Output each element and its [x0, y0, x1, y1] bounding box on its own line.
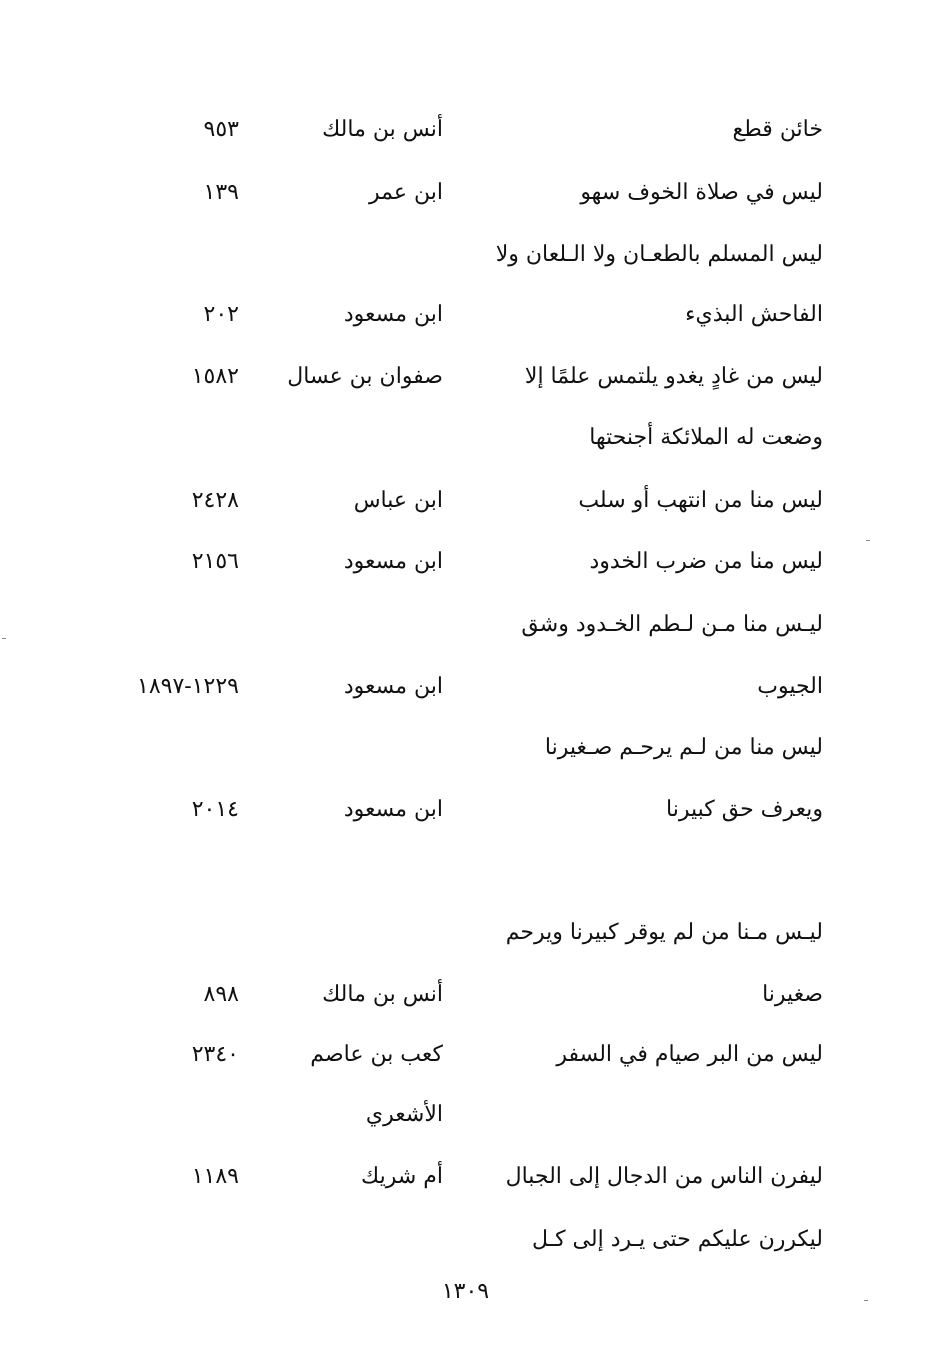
index-entry: [0, 423, 931, 473]
index-entry: [0, 795, 931, 845]
index-entry: [0, 1040, 931, 1090]
index-entry: [0, 240, 931, 290]
index-entry: [0, 300, 931, 350]
narrator-name: كعب بن عاصم: [310, 1042, 443, 1067]
scan-edge-mark: [866, 540, 870, 541]
narrator-name: أنس بن مالك: [322, 117, 443, 142]
hadith-text: الفاحش البذيء: [685, 302, 823, 327]
index-entry: [0, 486, 931, 536]
hadith-text: ويعرف حق كبيرنا: [666, 797, 823, 822]
narrator-name: ابن عباس: [353, 488, 443, 513]
index-entry: [0, 178, 931, 228]
index-entry: [0, 547, 931, 597]
hadith-text: صغيرنا: [762, 982, 823, 1007]
index-entry: [0, 1225, 931, 1275]
narrator-name: ابن عمر: [369, 180, 443, 205]
hadith-text: خائن قطع: [732, 117, 823, 142]
index-entry: [0, 610, 931, 660]
hadith-text: ليـس منا مـن لـطم الخـدود وشق: [521, 612, 823, 637]
hadith-number: ٢٤٢٨: [191, 488, 239, 513]
narrator-name: الأشعري: [365, 1102, 443, 1127]
hadith-text: ليس منا من انتهب أو سلب: [578, 488, 823, 513]
index-entry: [0, 1162, 931, 1212]
hadith-number: ١١٨٩: [191, 1164, 239, 1189]
index-entry: [0, 1100, 931, 1150]
hadith-number: ٩٥٣: [203, 117, 239, 142]
narrator-name: أنس بن مالك: [322, 982, 443, 1007]
narrator-name: ابن مسعود: [343, 797, 443, 822]
hadith-number: ٢٣٤٠: [191, 1042, 239, 1067]
hadith-text: ليس منا من ضرب الخدود: [589, 549, 823, 574]
index-entry: [0, 980, 931, 1030]
page-number: ١٣٠٩: [441, 1279, 490, 1304]
hadith-number: ١٣٩: [203, 180, 239, 205]
hadith-text: ليـس مـنا من لم يوقر كبيرنا ويرحم: [505, 920, 823, 945]
index-entry: [0, 672, 931, 722]
hadith-text: ليفرن الناس من الدجال إلى الجبال: [505, 1164, 823, 1189]
hadith-text: ليس في صلاة الخوف سهو: [580, 180, 823, 205]
hadith-number: ١٢٢٩-١٨٩٧: [137, 674, 239, 699]
hadith-number: ٢٠١٤: [191, 797, 239, 822]
index-entry: [0, 115, 931, 165]
hadith-number: ٢٠٢: [203, 302, 239, 327]
hadith-number: ٨٩٨: [203, 982, 239, 1007]
hadith-text: ليس من غادٍ يغدو يلتمس علمًا إلا: [524, 364, 823, 389]
narrator-name: صفوان بن عسال: [287, 364, 443, 389]
hadith-text: ليس منا من لـم يرحـم صـغيرنا: [544, 735, 823, 760]
hadith-text: وضعت له الملائكة أجنحتها: [589, 425, 823, 450]
narrator-name: أم شريك: [361, 1164, 443, 1189]
hadith-text: ليس المسلم بالطعـان ولا الـلعان ولا: [495, 242, 823, 267]
hadith-text: الجيوب: [757, 674, 823, 699]
hadith-text: ليس من البر صيام في السفر: [556, 1042, 823, 1067]
narrator-name: ابن مسعود: [343, 302, 443, 327]
hadith-text: ليكررن عليكم حتى يـرد إلى كـل: [531, 1227, 823, 1252]
index-entry: [0, 733, 931, 783]
narrator-name: ابن مسعود: [343, 549, 443, 574]
narrator-name: ابن مسعود: [343, 674, 443, 699]
hadith-number: ٢١٥٦: [191, 549, 239, 574]
index-entry: [0, 918, 931, 968]
hadith-number: ١٥٨٢: [191, 364, 239, 389]
index-entry: [0, 362, 931, 412]
